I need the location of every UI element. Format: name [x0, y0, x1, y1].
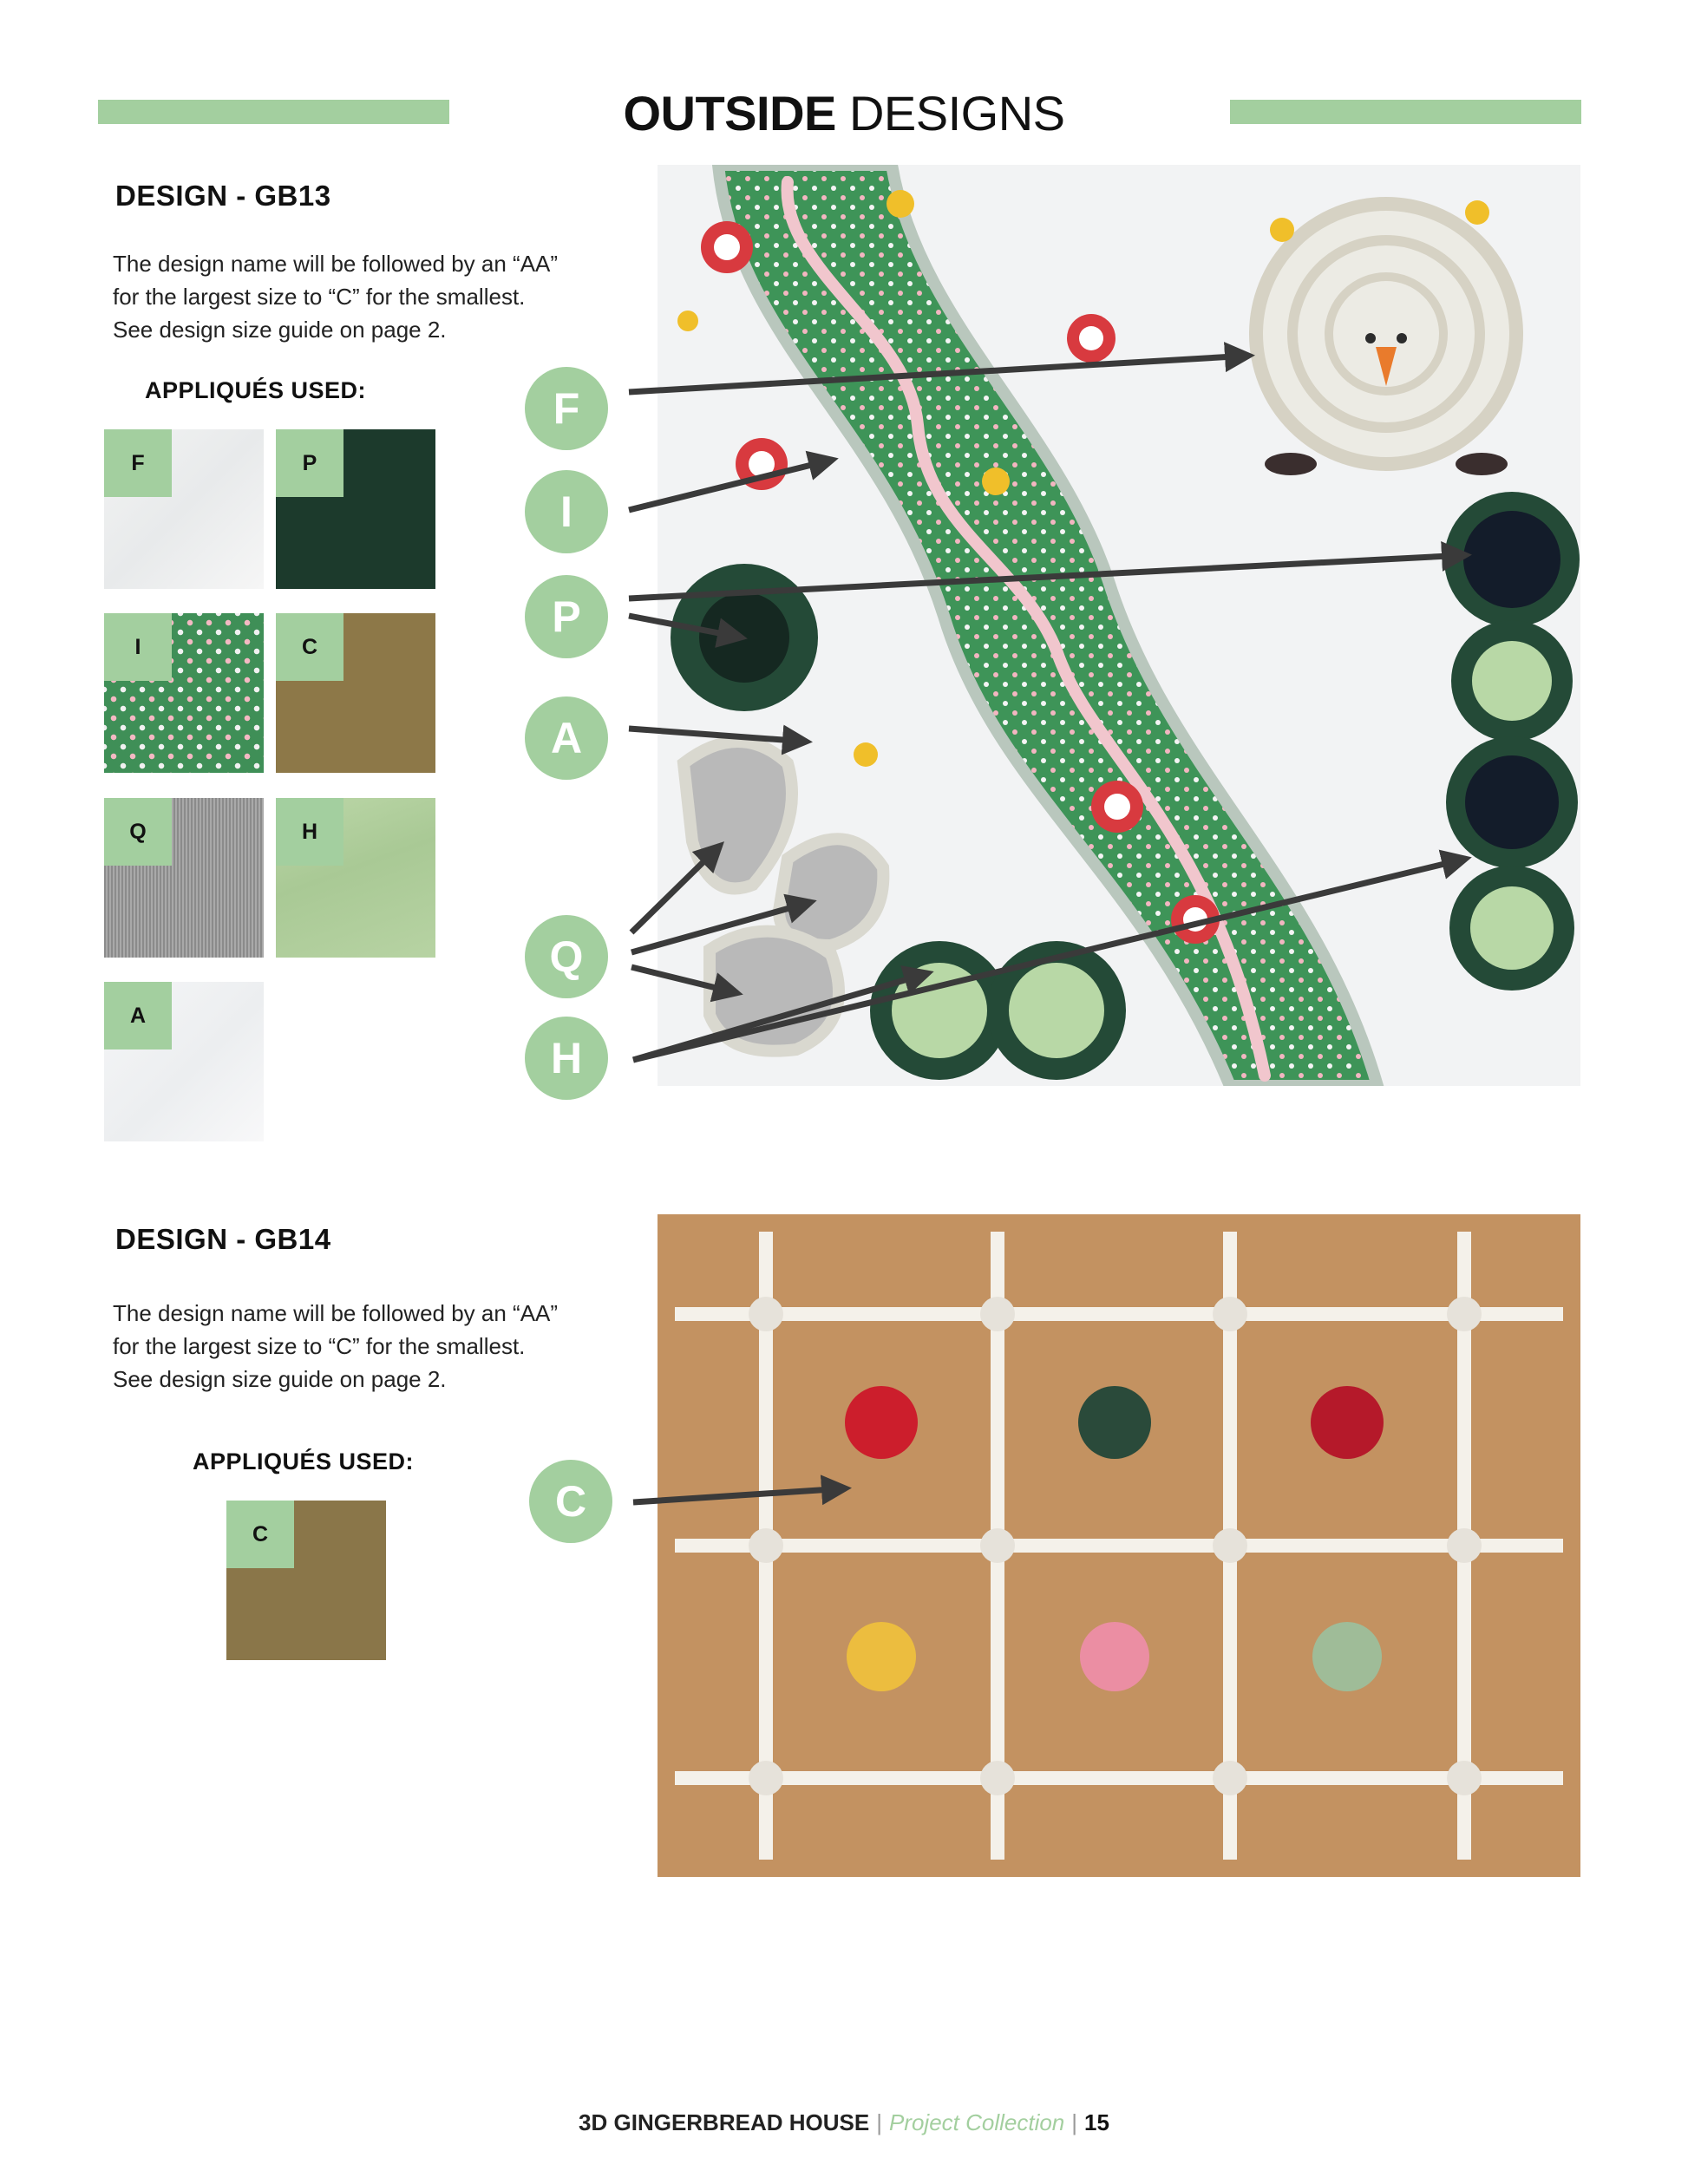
callout-p: P — [525, 575, 608, 658]
callout-a: A — [525, 696, 608, 780]
swatch-label: I — [104, 613, 172, 681]
description-line: The design name will be followed by an “AA” — [113, 251, 559, 277]
footer-brand: 3D GINGERBREAD HOUSE — [579, 2109, 870, 2135]
callout-f: F — [525, 367, 608, 450]
description-line: for the largest size to “C” for the smallest. — [113, 1333, 526, 1359]
swatch-label: H — [276, 798, 343, 866]
footer-separator: | — [876, 2109, 882, 2135]
footer-separator: | — [1071, 2109, 1078, 2135]
design-gb14-heading: DESIGN - GB14 — [115, 1223, 331, 1255]
callout-h: H — [525, 1017, 608, 1100]
swatch-label: P — [276, 429, 343, 497]
description-line: See design size guide on page 2. — [113, 317, 447, 343]
design-gb14-appliques-heading: APPLIQUÉS USED: — [193, 1448, 415, 1475]
swatch-label: Q — [104, 798, 172, 866]
callout-c: C — [529, 1460, 612, 1543]
page-footer — [0, 2109, 1688, 2136]
title-light: DESIGNS — [848, 86, 1065, 141]
swatch-label: A — [104, 982, 172, 1049]
callout-i: I — [525, 470, 608, 553]
description-line: for the largest size to “C” for the smallest. — [113, 284, 526, 310]
footer-collection: Project Collection — [888, 2109, 1065, 2135]
swatch-label: C — [226, 1501, 294, 1568]
design-gb13-appliques-heading: APPLIQUÉS USED: — [145, 377, 367, 403]
description-line: The design name will be followed by an “AA” — [113, 1300, 559, 1326]
swatch-label: F — [104, 429, 172, 497]
callout-q: Q — [525, 915, 608, 998]
page-number: 15 — [1084, 2109, 1109, 2135]
swatch-label: C — [276, 613, 343, 681]
design-gb13-heading: DESIGN - GB13 — [115, 180, 331, 212]
title-bold: OUTSIDE — [623, 86, 836, 141]
description-line: See design size guide on page 2. — [113, 1366, 447, 1392]
